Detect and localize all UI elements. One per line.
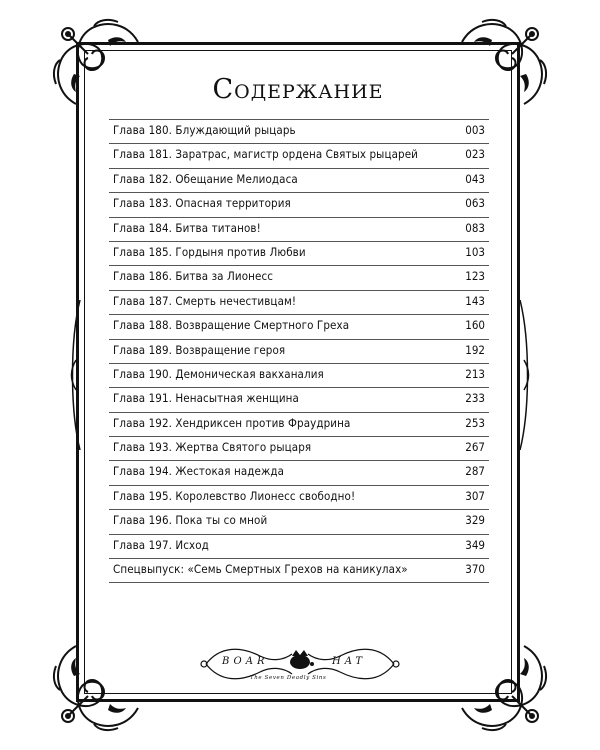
toc-chapter-title: Глава 188. Возвращение Смертного Греха <box>113 318 350 333</box>
toc-page-number: 103 <box>465 244 485 259</box>
list-item <box>109 364 489 388</box>
toc-chapter-title: Спецвыпуск: «Семь Смертных Грехов на каникулах» <box>113 562 408 577</box>
toc-chapter-title: Глава 193. Жертва Святого рыцаря <box>113 440 312 455</box>
publisher-logo-icon <box>200 642 400 692</box>
list-item <box>109 486 489 510</box>
list-item <box>109 315 489 339</box>
list-item <box>109 388 489 412</box>
toc-page-number: 063 <box>465 196 485 211</box>
toc-page-number: 160 <box>465 318 485 333</box>
list-item <box>109 291 489 315</box>
list-item <box>109 193 489 217</box>
toc-chapter-title: Глава 180. Блуждающий рыцарь <box>113 123 296 137</box>
toc-chapter-title: Глава 187. Смерть нечестивцам! <box>113 293 297 308</box>
toc-page-number: 023 <box>465 147 485 162</box>
toc-chapter-title: Глава 182. Обещание Мелиодаса <box>113 171 298 186</box>
list-item <box>109 169 489 193</box>
list-item <box>109 437 489 461</box>
list-item <box>109 340 489 364</box>
list-item <box>109 266 489 290</box>
toc-chapter-title: Глава 189. Возвращение героя <box>113 342 286 357</box>
toc-page-number: 143 <box>465 293 485 308</box>
list-item <box>109 144 489 168</box>
page-title: Содержание <box>212 74 384 105</box>
toc-page-number: 192 <box>465 342 485 357</box>
list-item <box>109 120 489 144</box>
side-flourish-left-icon <box>66 300 86 450</box>
toc-chapter-title: Глава 191. Ненасытная женщина <box>113 391 299 406</box>
toc-chapter-title: Глава 190. Демоническая вакханалия <box>113 366 324 381</box>
logo-text-left: BOAR <box>222 656 269 667</box>
toc-chapter-title: Глава 183. Опасная территория <box>113 196 291 211</box>
table-of-contents <box>109 120 489 583</box>
toc-page-number: 233 <box>465 391 485 406</box>
list-item <box>109 461 489 485</box>
toc-chapter-title: Глава 196. Пока ты со мной <box>113 513 268 528</box>
corner-ornament-icon <box>48 640 144 736</box>
toc-page-number: 003 <box>465 123 485 137</box>
toc-chapter-title: Глава 184. Битва титанов! <box>113 220 261 235</box>
toc-page-number: 329 <box>465 513 485 528</box>
toc-chapter-title: Глава 195. Королевство Лионесс свободно! <box>113 488 356 503</box>
list-item <box>109 535 489 559</box>
toc-chapter-title: Глава 181. Заратрас, магистр ордена Святых рыцарей <box>113 147 418 162</box>
toc-page-number: 043 <box>465 171 485 186</box>
toc-chapter-title: Глава 192. Хендриксен против Фраудрина <box>113 415 351 430</box>
list-item <box>109 218 489 242</box>
toc-page-number: 370 <box>465 562 485 577</box>
toc-page-number: 349 <box>465 537 485 552</box>
toc-page-number: 253 <box>465 415 485 430</box>
toc-chapter-title: Глава 186. Битва за Лионесс <box>113 269 274 284</box>
list-item <box>109 413 489 437</box>
list-item <box>109 242 489 266</box>
toc-page-number: 267 <box>465 440 485 455</box>
toc-chapter-title: Глава 185. Гордыня против Любви <box>113 244 306 259</box>
list-item <box>109 510 489 534</box>
corner-ornament-icon <box>456 640 552 736</box>
toc-page-number: 083 <box>465 220 485 235</box>
toc-page-number: 213 <box>465 366 485 381</box>
toc-page-number: 123 <box>465 269 485 284</box>
toc-page-number: 287 <box>465 464 485 479</box>
toc-page-number: 307 <box>465 488 485 503</box>
logo-subtitle: The Seven Deadly Sins <box>250 675 327 681</box>
toc-chapter-title: Глава 194. Жестокая надежда <box>113 464 285 479</box>
list-item <box>109 559 489 583</box>
side-flourish-right-icon <box>514 300 534 450</box>
logo-text-right: HAT <box>332 656 367 667</box>
toc-chapter-title: Глава 197. Исход <box>113 537 209 552</box>
